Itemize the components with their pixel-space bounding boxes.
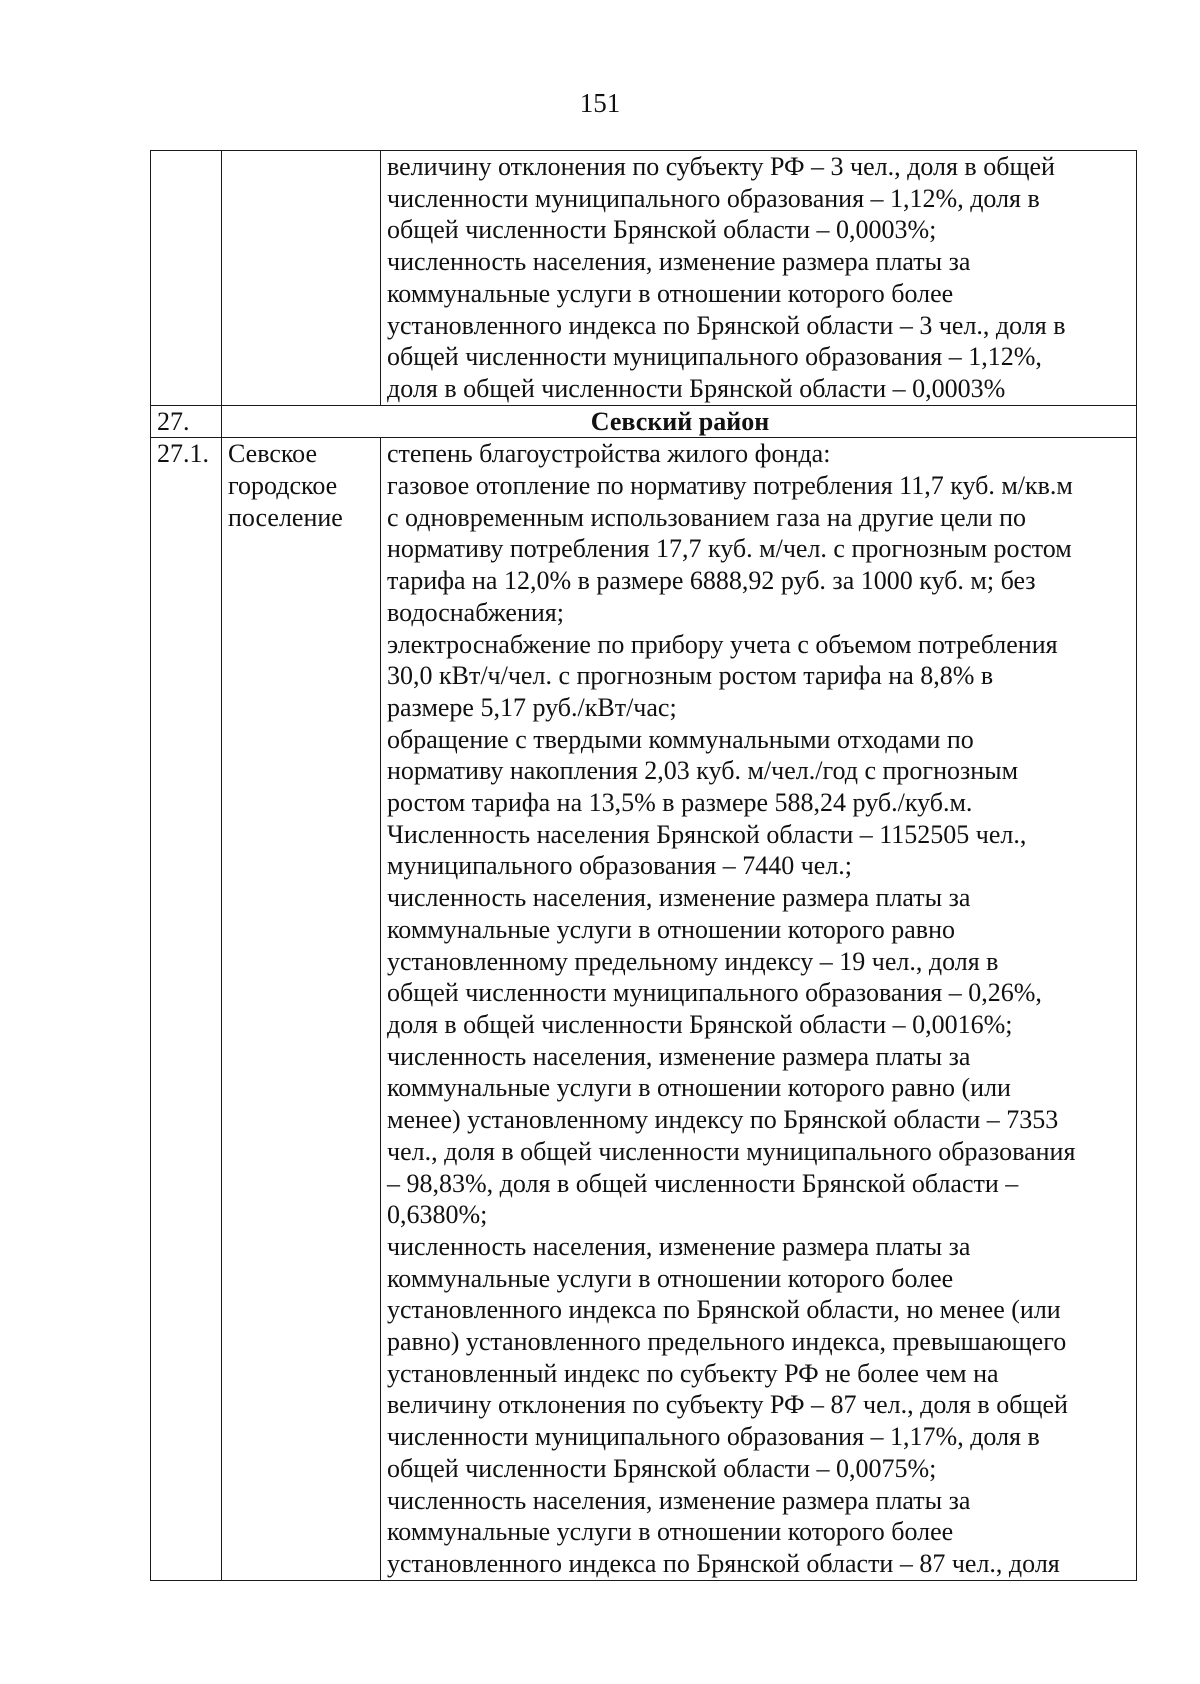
text-line: численность населения, изменение размера платы за — [387, 247, 971, 277]
text-line: равно) установленного предельного индекса, превышающего — [387, 1327, 1067, 1357]
text-line: установленный индекс по субъекту РФ не более чем на — [387, 1358, 999, 1388]
text-line: численность населения, изменение размера платы за — [387, 1485, 971, 1515]
text-line: менее) установленному индексу по Брянской области – 7353 — [387, 1105, 1059, 1135]
table-row-continuation — [151, 151, 1137, 406]
text-line: обращение с твердыми коммунальными отходами по — [387, 724, 974, 754]
text-line: Численность населения Брянской области – 1152505 чел., — [387, 819, 1027, 849]
settlement-name-cell — [222, 438, 381, 1580]
page-number: 151 — [579, 88, 621, 118]
text-line: водоснабжения; — [387, 597, 564, 627]
text-line: установленного индекса по Брянской области – 87 чел., доля — [387, 1548, 1060, 1578]
text-line: установленного индекса по Брянской области – 3 чел., доля в — [387, 310, 1066, 340]
text-line: газовое отопление по нормативу потребления 11,7 куб. м/кв.м — [387, 471, 1073, 501]
text-line: установленному предельному индексу – 19 чел., доля в — [387, 946, 999, 976]
text-line: 30,0 кВт/ч/чел. с прогнозным ростом тарифа на 8,8% в — [387, 661, 994, 691]
text-line: доля в общей численности Брянской области – 0,0016%; — [387, 1009, 1013, 1039]
text-line: коммунальные услуги в отношении которого более — [387, 1263, 954, 1293]
text-line: величину отклонения по субъекту РФ – 87 чел., доля в общей — [387, 1390, 1068, 1420]
text-line: коммунальные услуги в отношении которого более — [387, 1517, 954, 1547]
text-line: размере 5,17 руб./кВт/час; — [387, 692, 677, 722]
description-cell — [381, 151, 1137, 406]
text-line: степень благоустройства жилого фонда: — [387, 439, 831, 469]
text-line: общей численности муниципального образования – 1,12%, — [387, 342, 1042, 372]
settlement-name-line: поселение — [228, 502, 343, 532]
section-number-cell: 27. — [151, 405, 222, 438]
text-line: величину отклонения по субъекту РФ – 3 чел., доля в общей — [387, 152, 1055, 181]
text-line: нормативу накопления 2,03 куб. м/чел./год с прогнозным — [387, 756, 1019, 786]
settlement-cell — [222, 151, 381, 406]
text-line: численности муниципального образования – 1,17%, доля в — [387, 1422, 1040, 1452]
row-number-cell — [151, 151, 222, 406]
text-line: тарифа на 12,0% в размере 6888,92 руб. за 1000 куб. м; без — [387, 566, 1036, 596]
entry-number-cell: 27.1. — [151, 438, 222, 1580]
text-line: численность населения, изменение размера платы за — [387, 1041, 971, 1071]
text-line: доля в общей численности Брянской области – 0,0003% — [387, 373, 1006, 403]
text-line: численность населения, изменение размера платы за — [387, 883, 971, 913]
data-table — [150, 150, 1137, 1581]
text-line: коммунальные услуги в отношении которого равно — [387, 914, 956, 944]
text-line: коммунальные услуги в отношении которого равно (или — [387, 1073, 1011, 1103]
text-line: 0,6380%; — [387, 1200, 488, 1230]
text-line: установленного индекса по Брянской области, но менее (или — [387, 1295, 1061, 1325]
description-cell — [381, 438, 1137, 1580]
text-line: муниципального образования – 7440 чел.; — [387, 851, 853, 881]
text-line: коммунальные услуги в отношении которого более — [387, 278, 954, 308]
text-line: нормативу потребления 17,7 куб. м/чел. с прогнозным ростом — [387, 534, 1072, 564]
text-line: – 98,83%, доля в общей численности Брянской области – — [387, 1168, 1019, 1198]
section-title: Севский район — [222, 405, 1137, 438]
text-line: ростом тарифа на 13,5% в размере 588,24 руб./куб.м. — [387, 788, 973, 818]
text-line: общей численности муниципального образования – 0,26%, — [387, 978, 1042, 1008]
text-line: численности муниципального образования – 1,12%, доля в — [387, 183, 1040, 213]
text-line: численность населения, изменение размера платы за — [387, 1231, 971, 1261]
table-row-section — [151, 405, 1137, 438]
table-row-entry — [151, 438, 1137, 1580]
text-line: с одновременным использованием газа на другие цели по — [387, 502, 1026, 532]
text-line: общей численности Брянской области – 0,0075%; — [387, 1453, 937, 1483]
settlement-name-line: Севское — [228, 439, 318, 469]
text-line: общей численности Брянской области – 0,0003%; — [387, 215, 937, 245]
text-line: электроснабжение по прибору учета с объемом потребления — [387, 629, 1058, 659]
text-line: чел., доля в общей численности муниципального образования — [387, 1136, 1076, 1166]
settlement-name-line: городское — [228, 471, 338, 501]
